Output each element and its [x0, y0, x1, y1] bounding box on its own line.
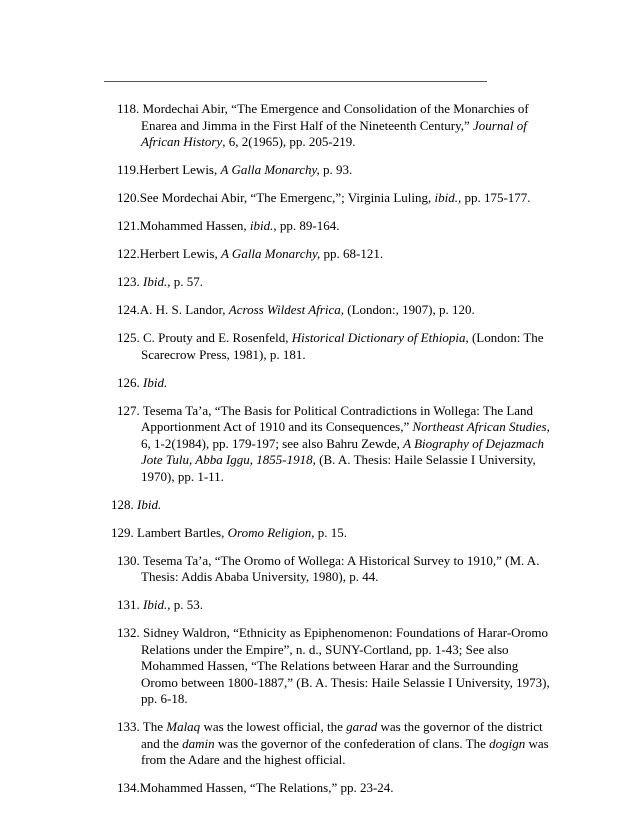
- footnote-text: 120.See Mordechai Abir, “The Emergenc,”; Virginia Luling,: [117, 190, 435, 205]
- footnote-text: 133. The: [117, 719, 167, 734]
- italic-text: garad: [346, 719, 378, 734]
- footnote-121: [117, 218, 551, 235]
- italic-text: Oromo Religion: [227, 524, 312, 540]
- italic-text: damin: [182, 735, 215, 751]
- footnote-124: [117, 302, 551, 319]
- italic-text: Historical Dictionary of Ethiopia,: [291, 330, 469, 345]
- italic-text: Malaq: [166, 719, 201, 734]
- footnote-text: was the governor of the confederation of clans. The: [214, 735, 490, 751]
- footnote-text: pp. 175-177.: [461, 190, 531, 205]
- footnote-text: p. 53.: [170, 597, 203, 612]
- footnote-text: p. 93.: [319, 162, 353, 177]
- italic-text: Ibid.,: [143, 274, 171, 289]
- footnote-text: , pp. 89-164.: [273, 218, 340, 233]
- footnote-text: 130. Tesema Ta’a, “The Oromo of Wollega: A Historical Survey to 1910,” (M. A. Thesis: Addis Ababa University, 1980), p. 44.: [117, 552, 540, 584]
- footnote-text: 119.Herbert Lewis,: [117, 162, 221, 177]
- italic-text: ibid.: [249, 218, 274, 233]
- footnote-text: (London: The Scarecrow Press, 1981), p. 181.: [141, 330, 544, 362]
- footnote-text: pp. 68-121.: [320, 246, 384, 261]
- footnote-text: 118. Mordechai Abir, “The Emergence and Consolidation of the Monarchies of Enarea and Jimma in the First Half of the Nineteenth Century,”: [117, 101, 529, 133]
- footnote-text: was the governor of the district and the: [141, 719, 543, 751]
- footnote-text: (London:, 1907), p. 120.: [343, 302, 475, 317]
- footnote-119: [117, 162, 551, 179]
- footnote-text: 122.Herbert Lewis,: [117, 246, 221, 261]
- italic-text: A Galla Monarchy,: [220, 246, 321, 261]
- footnote-separator-rule: [104, 81, 487, 82]
- footnote-129: [111, 525, 545, 542]
- footnote-127: [117, 403, 551, 486]
- footnote-text: 124.A. H. S. Landor,: [117, 302, 229, 317]
- footnote-text: p. 57.: [170, 274, 203, 289]
- italic-text: A Biography of Dejazmach Jote Tulu, Abba Iggu, 1855-1918,: [141, 435, 545, 467]
- italic-text: Ibid.: [137, 496, 162, 512]
- footnote-text: 123.: [117, 274, 143, 289]
- footnote-text: 134.Mohammed Hassen, “The Relations,” pp. 23-24.: [117, 780, 394, 795]
- footnote-text: 121.Mohammed Hassen,: [117, 218, 250, 233]
- footnote-130: [117, 553, 551, 586]
- footnote-134: [117, 780, 551, 797]
- footnote-text: 128.: [111, 496, 137, 512]
- footnote-131: [117, 597, 551, 614]
- footnote-text: 129. Lambert Bartles,: [111, 524, 228, 540]
- footnote-text: 131.: [117, 597, 143, 612]
- italic-text: Ibid.,: [143, 597, 171, 612]
- italic-text: Ibid.: [143, 374, 168, 390]
- footnote-132: [117, 625, 551, 708]
- italic-text: Northeast African Studies: [412, 419, 547, 434]
- footnote-122: [117, 246, 551, 263]
- footnote-125: [117, 330, 551, 363]
- footnote-120: [117, 190, 551, 207]
- footnote-123: [117, 274, 551, 291]
- footnote-text: 126.: [117, 374, 143, 390]
- footnote-text: was from the Adare and the highest official.: [141, 735, 549, 767]
- footnote-text: , 6, 1-2(1984), pp. 179-197; see also Bahru Zewde,: [141, 419, 550, 451]
- footnote-text: 125. C. Prouty and E. Rosenfeld,: [117, 330, 292, 345]
- footnote-126: [117, 375, 551, 392]
- footnote-text: 127. Tesema Ta’a, “The Basis for Political Contradictions in Wollega: The Land Apportionment Act of 1910 and its Consequences,”: [117, 402, 534, 434]
- footnote-text: was the lowest official, the: [200, 719, 347, 734]
- italic-text: Journal of African History: [141, 117, 527, 149]
- footnote-text: (B. A. Thesis: Haile Selassie I University, 1970), pp. 1-11.: [141, 452, 536, 484]
- italic-text: A Galla Monarchy,: [220, 162, 320, 177]
- footnote-133: [117, 719, 551, 769]
- footnotes-list: [0, 101, 638, 808]
- footnote-text: 132. Sidney Waldron, “Ethnicity as Epiphenomenon: Foundations of Harar-Oromo Relations under the Empire”, n. d., SUNY-Cortland, pp. 1-43; See also Mohammed Hassen, “The Relations between Harar and the Surrounding Oromo between 1800-1887,” (B. A. Thesis: Haile Selassie I University, 1973), pp. 6-18.: [117, 625, 550, 706]
- footnote-text: , 6, 2(1965), pp. 205-219.: [222, 134, 356, 149]
- footnote-128: [111, 497, 545, 514]
- footnote-text: , p. 15.: [311, 524, 348, 540]
- italic-text: dogign: [489, 735, 526, 751]
- footnote-118: [117, 101, 551, 151]
- italic-text: Across Wildest Africa,: [228, 302, 344, 317]
- italic-text: ibid.,: [434, 190, 462, 205]
